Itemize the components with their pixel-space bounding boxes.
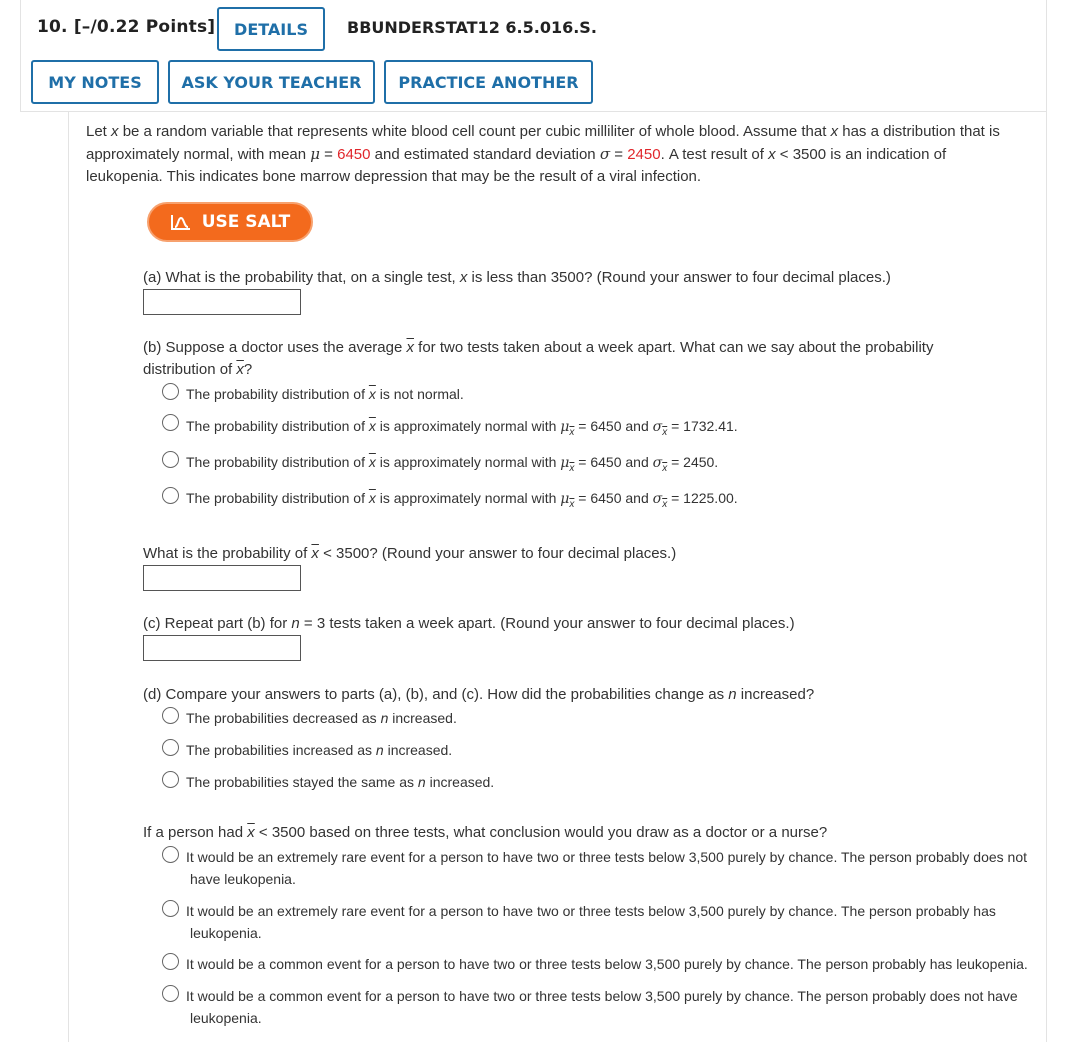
question-points-label: 10. [–/0.22 Points] [37,17,216,37]
part-b-option-0-radio[interactable] [162,383,179,400]
sigma-symbol: σ [599,145,611,163]
conclusion-option-2-radio[interactable] [162,953,179,970]
part-d-option-0-label[interactable]: The probabilities decreased as n increased. [186,710,457,726]
sd-value: 2450 [627,146,661,163]
part-a-answer-input[interactable] [143,289,301,315]
part-d-option-0-radio[interactable] [162,707,179,724]
part-c-answer-input[interactable] [143,635,301,661]
conclusion-option-0-label[interactable]: It would be an extremely rare event for a person to have two or three tests below 3,500 purely by chance. The person probably does not have leukopenia. [186,849,1028,887]
part-a-question: (a) What is the probability that, on a single test, x is less than 3500? (Round your answer to four decimal places.) [143,269,891,286]
conclusion-question: If a person had $\overline{x} < 3500$ based on three tests, what conclusion would you draw as a doctor or a nurse? [143,824,828,841]
use-salt-button[interactable] [147,202,313,242]
intro-line-2: approximately normal, with mean μ = 6450 and estimated standard deviation σ = 2450. A test result of x < 3500 is an indication of [86,145,947,163]
part-b-option-2-radio[interactable] [162,451,179,468]
details-button[interactable]: DETAILS [217,7,325,51]
part-b-question: (b) Suppose a doctor uses the average $\overline{x}$ for two tests taken about a week apart. What can we say about the probability distribution of $\overline{x}$? [143,339,934,378]
use-salt-label: USE SALT [201,212,291,232]
part-b-option-1-label[interactable]: The probability distribution of $\overline{x}$ is approximately normal with $\mu_{\overline{x}} = 6450$ and $\sigma_{\overline{x}} = 1732.41$. [186,418,738,438]
conclusion-option-2-label[interactable]: It would be a common event for a person to have two or three tests below 3,500 purely by chance. The person probably has leukopenia. [186,956,1028,972]
conclusion-option-1-radio[interactable] [162,900,179,917]
mu-symbol: μ [310,145,321,163]
part-d-option-1-radio[interactable] [162,739,179,756]
part-d-question: (d) Compare your answers to parts (a), (b), and (c). How did the probabilities change as n increased? [143,686,815,703]
part-d-option-2-label[interactable]: The probabilities stayed the same as n increased. [186,774,495,790]
part-b-option-3-label[interactable]: The probability distribution of $\overline{x}$ is approximately normal with $\mu_{\overline{x}} = 6450$ and $\sigma_{\overline{x}} = 1225.00$. [186,490,738,510]
part-b-followup-question: What is the probability of $\overline{x} < 3500$? (Round your answer to four decimal places.) [143,545,677,562]
part-b-option-0-label[interactable]: The probability distribution of $\overline{x}$ is not normal. [186,386,464,402]
intro-paragraph [86,121,1036,188]
my-notes-button[interactable]: MY NOTES [31,60,159,104]
intro-line-1: Let x be a random variable that represents white blood cell count per cubic milliliter of whole blood. Assume that x has a distribution that is [86,123,1000,140]
conclusion-option-1-label[interactable]: It would be an extremely rare event for a person to have two or three tests below 3,500 purely by chance. The person probably has leukopenia. [186,903,996,941]
problem-code: BBUNDERSTAT12 6.5.016.S. [347,18,597,37]
salt-chart-icon [170,213,192,231]
practice-another-button[interactable]: PRACTICE ANOTHER [384,60,593,104]
part-b-answer-input[interactable] [143,565,301,591]
conclusion-option-3-label[interactable]: It would be a common event for a person to have two or three tests below 3,500 purely by chance. The person probably does not have leukopenia. [186,988,1018,1026]
intro-line-3: leukopenia. This indicates bone marrow depression that may be the result of a viral infection. [86,168,702,185]
mean-value: 6450 [337,146,371,163]
conclusion-option-3-radio[interactable] [162,985,179,1002]
conclusion-option-0-radio[interactable] [162,846,179,863]
ask-your-teacher-button[interactable]: ASK YOUR TEACHER [168,60,375,104]
part-b-option-3-radio[interactable] [162,487,179,504]
part-b-option-2-label[interactable]: The probability distribution of $\overline{x}$ is approximately normal with $\mu_{\overline{x}} = 6450$ and $\sigma_{\overline{x}} = 2450$. [186,454,719,474]
part-b-option-1-radio[interactable] [162,414,179,431]
part-c-question: (c) Repeat part (b) for n = 3 tests taken a week apart. (Round your answer to four decimal places.) [143,615,795,632]
part-d-option-2-radio[interactable] [162,771,179,788]
part-d-option-1-label[interactable]: The probabilities increased as n increased. [186,742,453,758]
